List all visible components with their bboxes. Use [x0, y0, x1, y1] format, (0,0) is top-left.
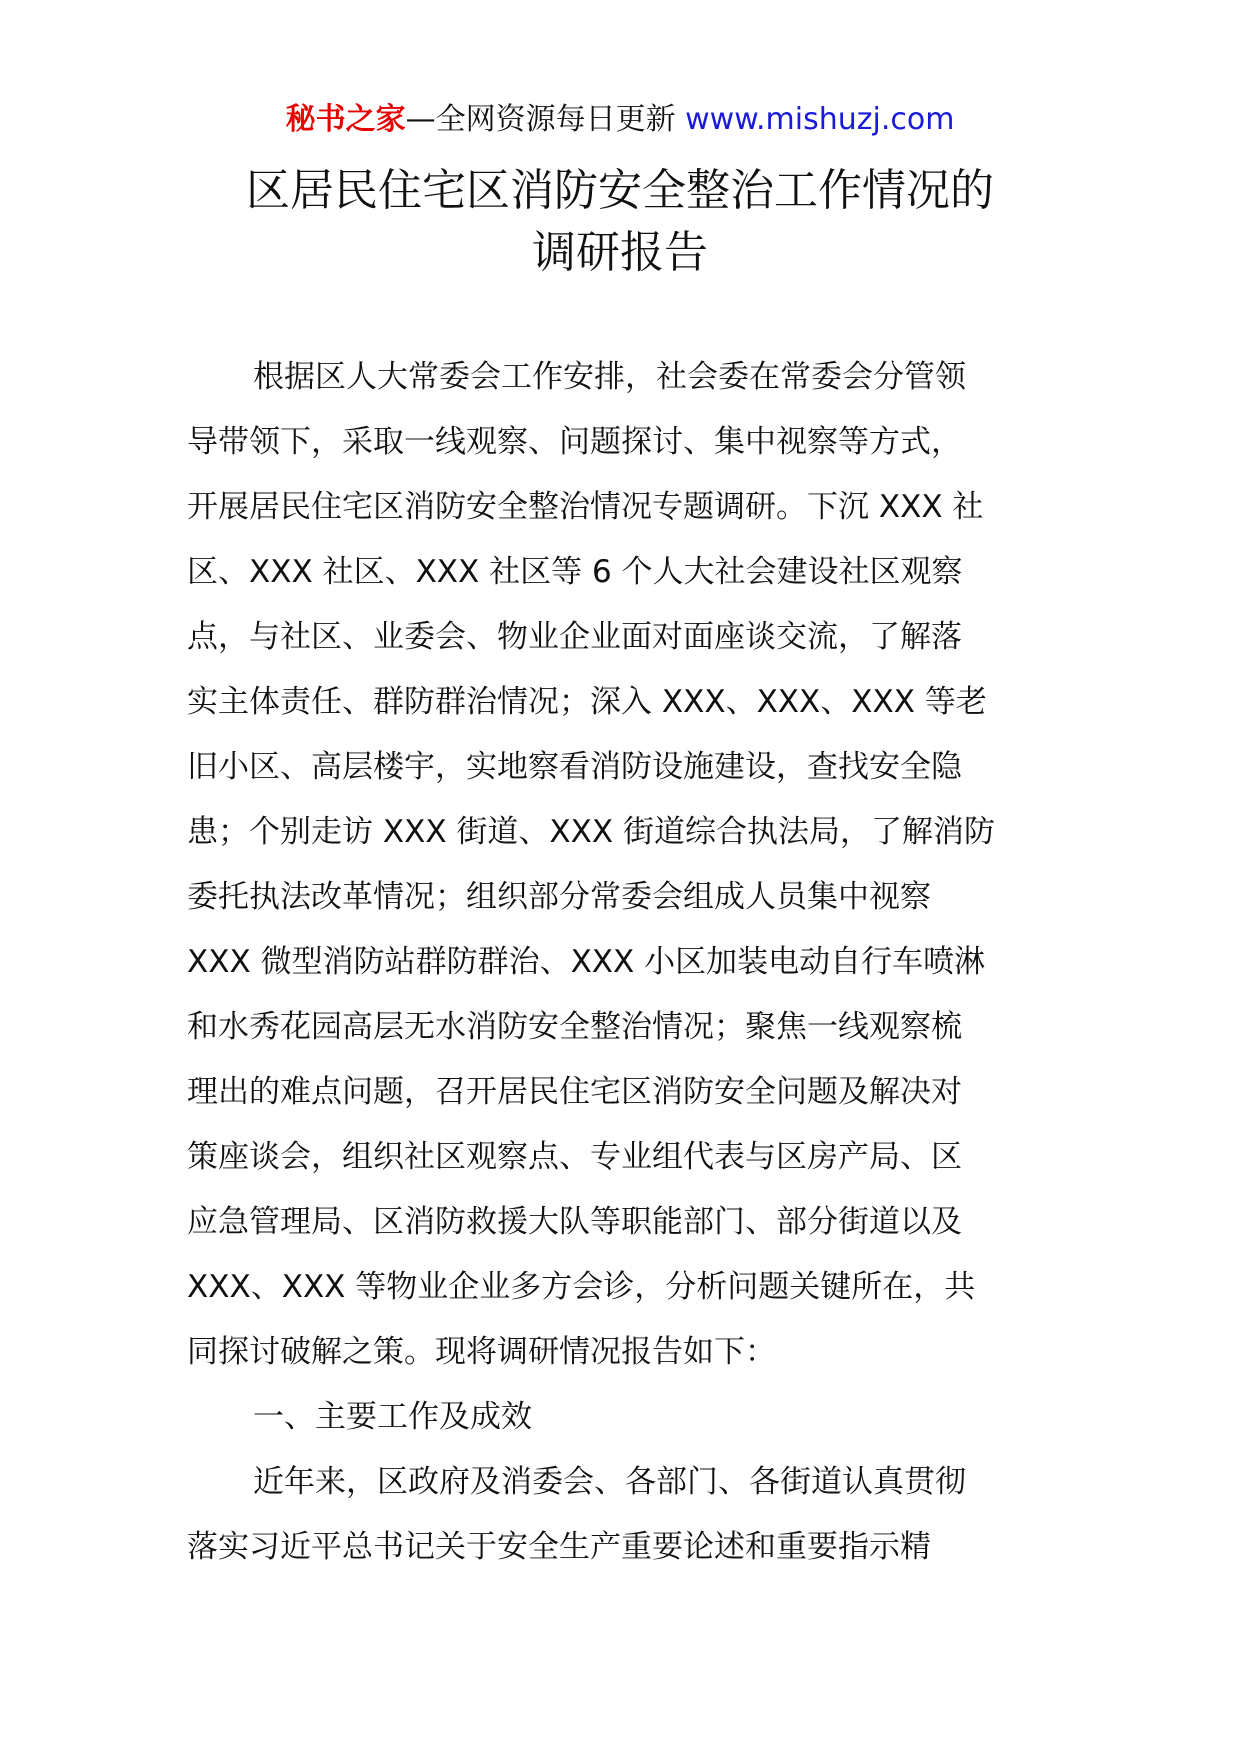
section-heading: 一、主要工作及成效	[253, 1399, 532, 1435]
title-line-2: 调研报告	[532, 227, 708, 278]
body-line: 策座谈会，组织社区观察点、专业组代表与区房产局、区	[187, 1139, 962, 1175]
body-line: 近年来，区政府及消委会、各部门、各街道认真贯彻	[253, 1464, 966, 1500]
body-line: 区、XXX 社区、XXX 社区等 6 个人大社会建设社区观察	[187, 554, 963, 590]
body-line: 和水秀花园高层无水消防安全整治情况；聚焦一线观察梳	[187, 1009, 962, 1045]
title-line-1: 区居民住宅区消防安全整治工作情况的	[246, 165, 994, 216]
site-url-link[interactable]: www.mishuzj.com	[685, 102, 955, 137]
document-body	[187, 345, 1057, 1580]
site-header	[0, 100, 1240, 140]
site-slogan: —全网资源每日更新	[405, 102, 676, 137]
body-line: XXX、XXX 等物业企业多方会诊，分析问题关键所在，共	[187, 1269, 976, 1305]
body-line: XXX 微型消防站群防群治、XXX 小区加装电动自行车喷淋	[187, 944, 986, 980]
body-line: 应急管理局、区消防救援大队等职能部门、部分街道以及	[187, 1204, 962, 1240]
body-line: 实主体责任、群防群治情况；深入 XXX、XXX、XXX 等老	[187, 684, 987, 720]
body-line: 委托执法改革情况；组织部分常委会组成人员集中视察	[187, 879, 931, 915]
body-line: 患；个别走访 XXX 街道、XXX 街道综合执法局，了解消防	[187, 814, 995, 850]
body-line: 导带领下，采取一线观察、问题探讨、集中视察等方式，	[187, 424, 962, 460]
body-line: 开展居民住宅区消防安全整治情况专题调研。下沉 XXX 社	[187, 489, 984, 525]
document-title	[0, 160, 1240, 284]
body-line: 理出的难点问题，召开居民住宅区消防安全问题及解决对	[187, 1074, 962, 1110]
body-line: 根据区人大常委会工作安排，社会委在常委会分管领	[253, 359, 966, 395]
body-line: 点，与社区、业委会、物业企业面对面座谈交流，了解落	[187, 619, 962, 655]
site-brand: 秘书之家	[285, 102, 406, 137]
body-line: 落实习近平总书记关于安全生产重要论述和重要指示精	[187, 1529, 931, 1565]
body-line: 同探讨破解之策。现将调研情况报告如下：	[187, 1334, 776, 1370]
body-line: 旧小区、高层楼宇，实地察看消防设施建设，查找安全隐	[187, 749, 962, 785]
